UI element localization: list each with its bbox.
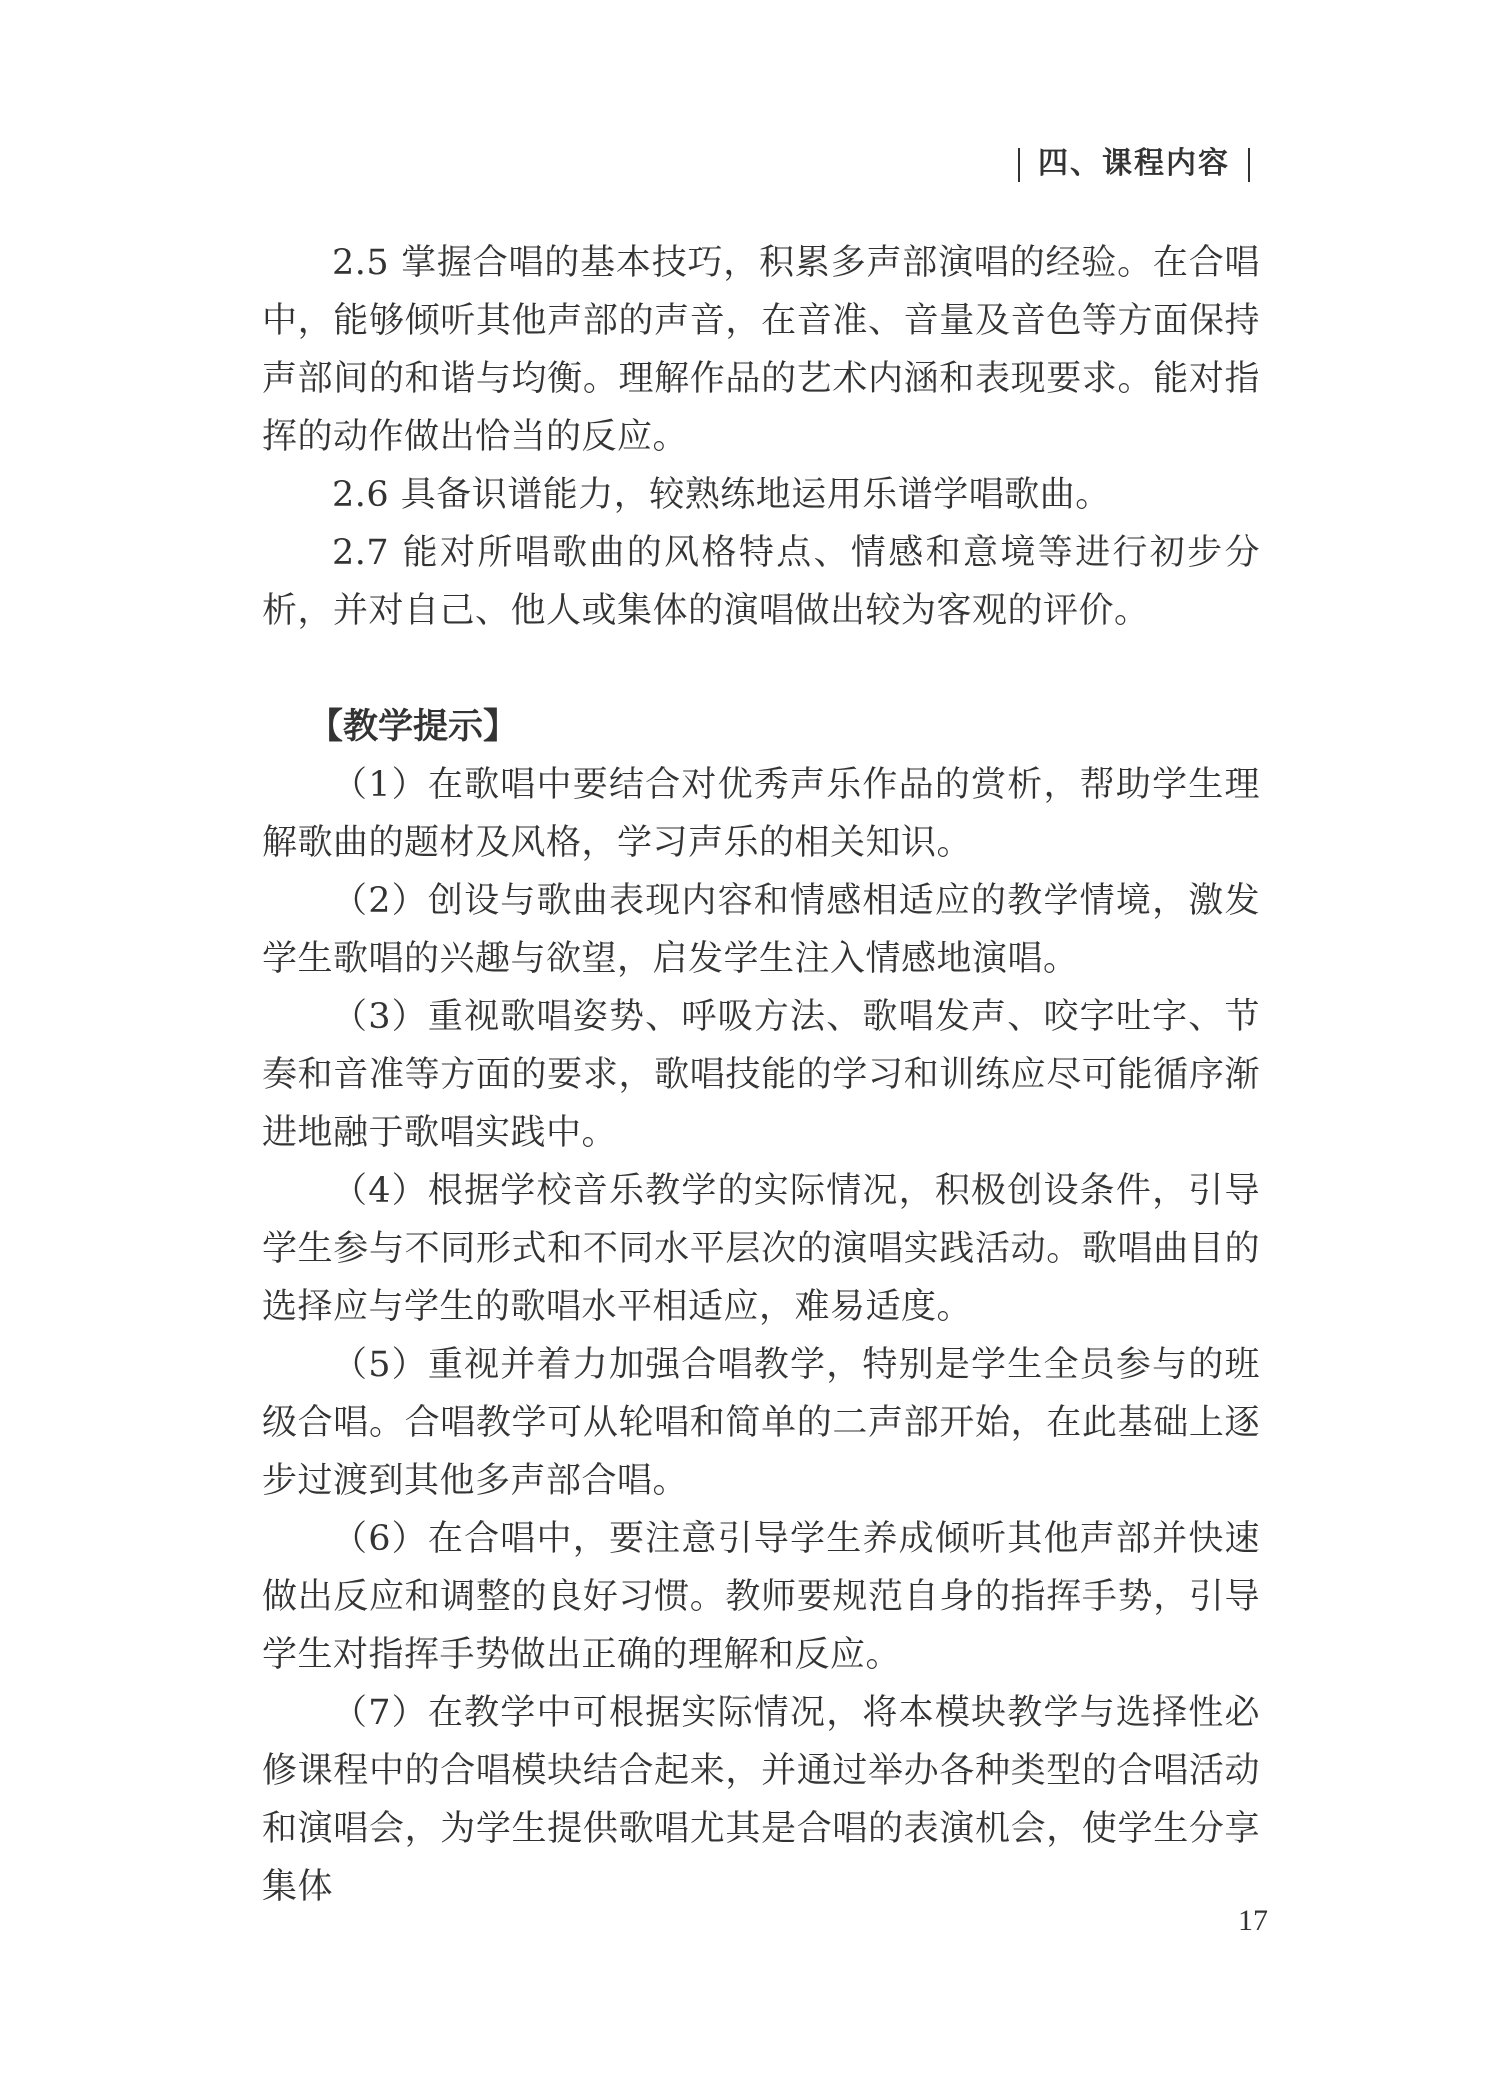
paragraph-2-5: 2.5 掌握合唱的基本技巧，积累多声部演唱的经验。在合唱中，能够倾听其他声部的声音，在音准、音量及音色等方面保持声部间的和谐与均衡。理解作品的艺术内涵和表现要求。能对指挥的动作做出恰当的反应。 bbox=[262, 243, 1260, 457]
header-right-bar bbox=[1248, 148, 1250, 182]
tip-paragraph-7: （7）在教学中可根据实际情况，将本模块教学与选择性必修课程中的合唱模块结合起来，并通过举办各种类型的合唱活动和演唱会，为学生提供歌唱尤其是合唱的表演机会，使学生分享集体 bbox=[262, 1693, 1260, 1907]
running-header bbox=[1000, 138, 1268, 182]
page-number: 17 bbox=[1238, 1904, 1268, 1937]
tip-paragraph-2: （2）创设与歌曲表现内容和情感相适应的教学情境，激发学生歌唱的兴趣与欲望，启发学生注入情感地演唱。 bbox=[262, 881, 1260, 979]
tip-paragraph-1: （1）在歌唱中要结合对优秀声乐作品的赏析，帮助学生理解歌曲的题材及风格，学习声乐的相关知识。 bbox=[262, 765, 1260, 863]
header-left-bar bbox=[1018, 148, 1020, 182]
section-heading-teaching-tips: 【教学提示】 bbox=[308, 707, 519, 747]
section-gap bbox=[262, 640, 1260, 698]
tip-paragraph-5: （5）重视并着力加强合唱教学，特别是学生全员参与的班级合唱。合唱教学可从轮唱和简单的二声部开始，在此基础上逐步过渡到其他多声部合唱。 bbox=[262, 1345, 1260, 1501]
paragraph-2-6: 2.6 具备识谱能力，较熟练地运用乐谱学唱歌曲。 bbox=[332, 475, 1111, 515]
tip-paragraph-3: （3）重视歌唱姿势、呼吸方法、歌唱发声、咬字吐字、节奏和音准等方面的要求，歌唱技能的学习和训练应尽可能循序渐进地融于歌唱实践中。 bbox=[262, 997, 1260, 1153]
tip-paragraph-4: （4）根据学校音乐教学的实际情况，积极创设条件，引导学生参与不同形式和不同水平层次的演唱实践活动。歌唱曲目的选择应与学生的歌唱水平相适应，难易适度。 bbox=[262, 1171, 1260, 1327]
body-text bbox=[262, 234, 1260, 1916]
tip-paragraph-6: （6）在合唱中，要注意引导学生养成倾听其他声部并快速做出反应和调整的良好习惯。教师要规范自身的指挥手势，引导学生对指挥手势做出正确的理解和反应。 bbox=[262, 1519, 1260, 1675]
paragraph-2-7: 2.7 能对所唱歌曲的风格特点、情感和意境等进行初步分析，并对自己、他人或集体的演唱做出较为客观的评价。 bbox=[262, 533, 1260, 631]
header-title: 四、课程内容 bbox=[1038, 146, 1230, 181]
